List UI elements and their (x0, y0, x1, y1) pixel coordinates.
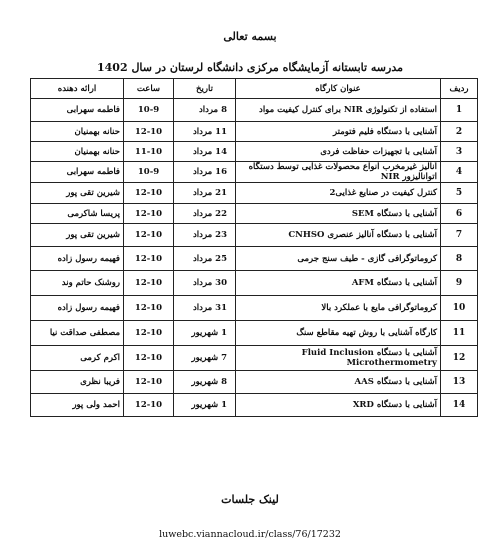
workshop-time: 12-10 (124, 271, 174, 296)
workshop-date: 11 مرداد (174, 122, 236, 142)
column-header-presenter: ارائه دهنده (31, 79, 124, 99)
table-header-row (31, 79, 478, 99)
row-number: 8 (441, 247, 478, 271)
table-row (31, 296, 478, 321)
workshop-title: آشنایی با دستگاه Fluid Inclusion Microthermometry (236, 346, 441, 371)
workshop-time: 12-10 (124, 346, 174, 371)
column-header-date: تاریخ (174, 79, 236, 99)
table-row (31, 99, 478, 122)
workshop-title: آشنایی با تجهیزات حفاظت فردی (236, 142, 441, 162)
table-row (31, 247, 478, 271)
table-row (31, 142, 478, 162)
table-row (31, 271, 478, 296)
table-row (31, 224, 478, 247)
row-number: 7 (441, 224, 478, 247)
workshop-date: 25 مرداد (174, 247, 236, 271)
presenter-name: روشنک حاتم وند (31, 271, 124, 296)
table-row (31, 321, 478, 346)
workshop-date: 31 مرداد (174, 296, 236, 321)
workshop-time: 12-10 (124, 122, 174, 142)
workshop-title: کنترل کیفیت در صنایع غذایی2 (236, 183, 441, 204)
workshop-title: آشنایی با دستگاه AAS (236, 371, 441, 394)
column-header-time: ساعت (124, 79, 174, 99)
presenter-name: فاطمه سهرابی (31, 162, 124, 183)
workshop-date: 21 مرداد (174, 183, 236, 204)
row-number: 9 (441, 271, 478, 296)
column-header-workshop-title: عنوان کارگاه (236, 79, 441, 99)
workshop-date: 1 شهریور (174, 321, 236, 346)
sessions-link-url[interactable]: luwebc.viannacloud.ir/class/76/17232 (159, 529, 341, 540)
row-number: 14 (441, 394, 478, 417)
table-row (31, 394, 478, 417)
workshop-time: 12-10 (124, 183, 174, 204)
workshop-time: 12-10 (124, 247, 174, 271)
workshop-date: 30 مرداد (174, 271, 236, 296)
workshop-time: 12-10 (124, 204, 174, 224)
presenter-name: فریبا نظری (31, 371, 124, 394)
table-row (31, 204, 478, 224)
row-number: 3 (441, 142, 478, 162)
workshop-time: 12-10 (124, 394, 174, 417)
workshop-schedule-table (30, 78, 478, 417)
workshop-time: 10-9 (124, 99, 174, 122)
presenter-name: مصطفی صداقت نیا (31, 321, 124, 346)
presenter-name: فهیمه رسول زاده (31, 296, 124, 321)
table-row (31, 183, 478, 204)
row-number: 5 (441, 183, 478, 204)
workshop-title: استفاده از تکنولوژی NIR برای کنترل کیفیت مواد (236, 99, 441, 122)
row-number: 6 (441, 204, 478, 224)
workshop-date: 1 شهریور (174, 394, 236, 417)
workshop-time: 12-10 (124, 321, 174, 346)
presenter-name: فهیمه رسول زاده (31, 247, 124, 271)
workshop-title: آنالیز غیرمخرب انواع محصولات غذایی توسط دستگاه اتوانالیزور NIR (236, 162, 441, 183)
presenter-name: شیرین تقی پور (31, 183, 124, 204)
workshop-date: 8 شهریور (174, 371, 236, 394)
row-number: 10 (441, 296, 478, 321)
workshop-date: 14 مرداد (174, 142, 236, 162)
table-row (31, 346, 478, 371)
document-title: مدرسه تابستانه آزمایشگاه مرکزی دانشگاه لرستان در سال 1402 (96, 61, 403, 74)
workshop-title: آشنایی با دستگاه فلیم فتومتر (236, 122, 441, 142)
workshop-title: آشنایی با دستگاه آنالیز عنصری CNHSO (236, 224, 441, 247)
row-number: 2 (441, 122, 478, 142)
row-number: 11 (441, 321, 478, 346)
table-row (31, 122, 478, 142)
presenter-name: حنانه بهمنیان (31, 122, 124, 142)
workshop-date: 23 مرداد (174, 224, 236, 247)
table-body (31, 99, 478, 417)
row-number: 13 (441, 371, 478, 394)
workshop-date: 8 مرداد (174, 99, 236, 122)
presenter-name: فاطمه سهرابی (31, 99, 124, 122)
workshop-title: آشنایی با دستگاه XRD (236, 394, 441, 417)
workshop-date: 16 مرداد (174, 162, 236, 183)
workshop-title: کروماتوگرافی گازی - طیف سنج جرمی (236, 247, 441, 271)
presenter-name: شیرین تقی پور (31, 224, 124, 247)
workshop-time: 12-10 (124, 371, 174, 394)
presenter-name: احمد ولی پور (31, 394, 124, 417)
workshop-time: 11-10 (124, 142, 174, 162)
presenter-name: پریسا شاکرمی (31, 204, 124, 224)
table-row (31, 162, 478, 183)
bismillah-heading: بسمه تعالی (223, 30, 277, 43)
presenter-name: اکرم کرمی (31, 346, 124, 371)
row-number: 1 (441, 99, 478, 122)
workshop-date: 7 شهریور (174, 346, 236, 371)
sessions-link-label: لینک جلسات (221, 493, 279, 506)
workshop-date: 22 مرداد (174, 204, 236, 224)
column-header-row-number: ردیف (441, 79, 478, 99)
presenter-name: حنانه بهمنیان (31, 142, 124, 162)
workshop-time: 12-10 (124, 224, 174, 247)
workshop-title: کارگاه آشنایی با روش تهیه مقاطع سنگ (236, 321, 441, 346)
workshop-title: آشنایی با دستگاه SEM (236, 204, 441, 224)
table-row (31, 371, 478, 394)
row-number: 12 (441, 346, 478, 371)
row-number: 4 (441, 162, 478, 183)
workshop-title: کروماتوگرافی مایع با عملکرد بالا (236, 296, 441, 321)
workshop-title: آشنایی با دستگاه AFM (236, 271, 441, 296)
workshop-time: 10-9 (124, 162, 174, 183)
workshop-time: 12-10 (124, 296, 174, 321)
